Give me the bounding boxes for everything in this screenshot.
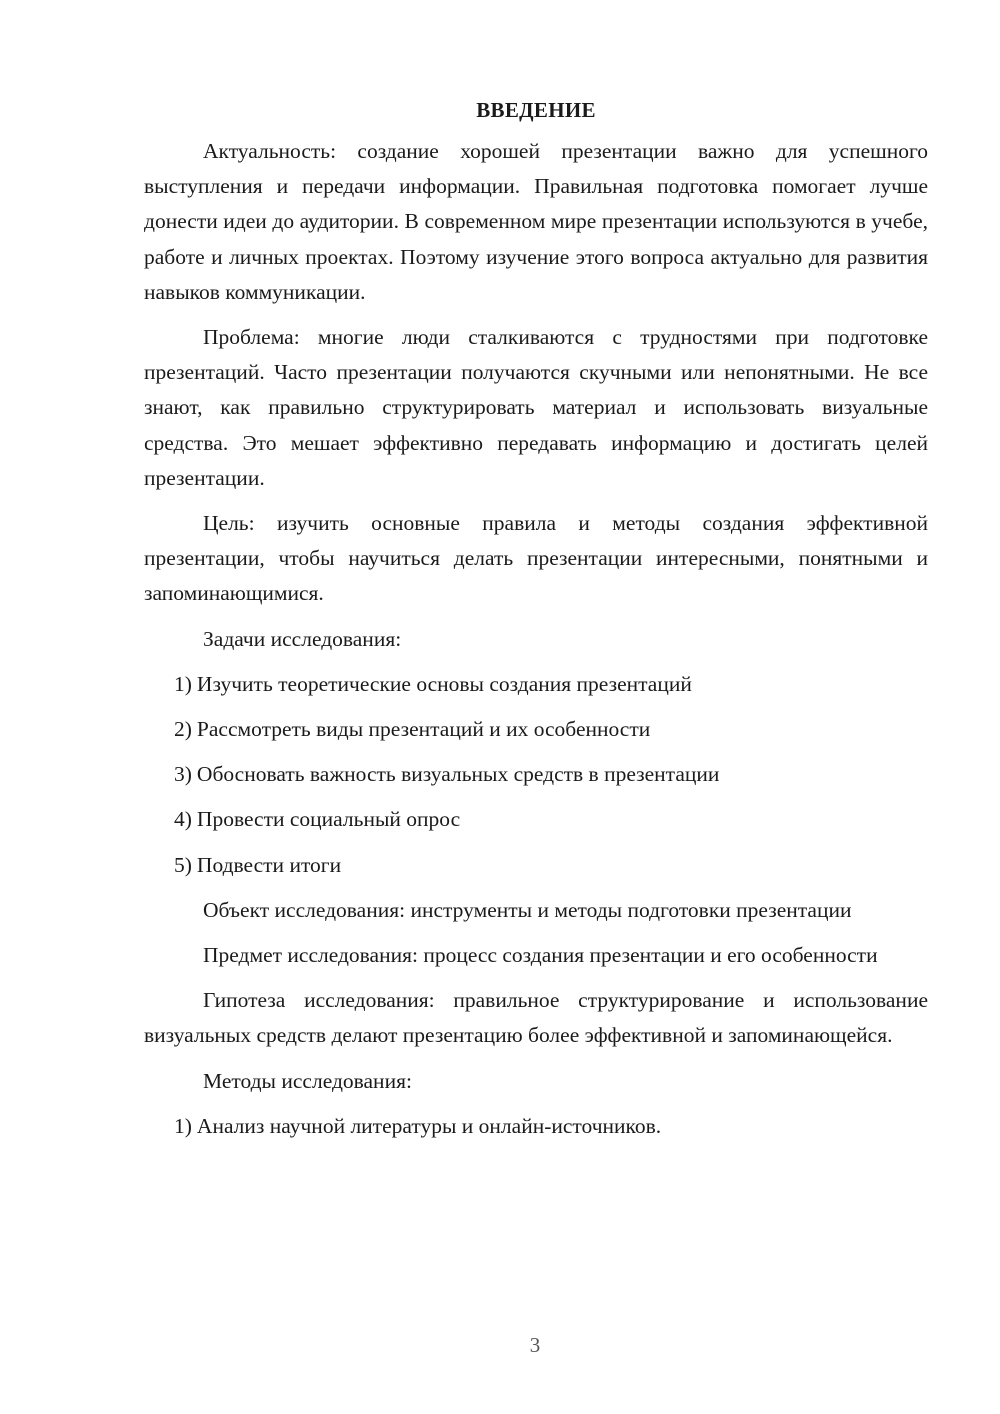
section-title: ВВЕДЕНИЕ bbox=[476, 98, 596, 122]
list-item-number: 1) bbox=[174, 671, 192, 696]
list-item-text: Изучить теоретические основы создания презентаций bbox=[196, 671, 692, 696]
list-item-number: 1) bbox=[174, 1113, 192, 1138]
list-item bbox=[144, 802, 928, 837]
list-item-text: Обосновать важность визуальных средств в презентации bbox=[196, 762, 720, 787]
list-item bbox=[144, 848, 928, 883]
methods-list bbox=[144, 1109, 928, 1144]
list-item bbox=[144, 712, 928, 747]
list-item-number: 2) bbox=[174, 717, 192, 742]
page-number: 3 bbox=[529, 1333, 541, 1357]
relevance-paragraph: Актуальность: создание хорошей презентации важно для успешного выступления и передачи информации. Правильная подготовка помогает лучше донести идеи до аудитории. В современном мире презентации используются в учебе, работе и личных проектах. Поэтому изучение этого вопроса актуально для развития навыков коммуникации. bbox=[144, 139, 928, 304]
list-item bbox=[144, 757, 928, 792]
tasks-heading: Задачи исследования: bbox=[203, 626, 402, 651]
document-page bbox=[144, 95, 928, 1154]
list-item bbox=[144, 1109, 928, 1144]
list-item-text: Провести социальный опрос bbox=[196, 807, 461, 832]
hypothesis-paragraph: Гипотеза исследования: правильное структурирование и использование визуальных средств делают презентацию более эффективной и запоминающейся. bbox=[144, 988, 928, 1048]
list-item bbox=[144, 667, 928, 702]
problem-paragraph: Проблема: многие люди сталкиваются с трудностями при подготовке презентаций. Часто презентации получаются скучными или непонятными. Не все знают, как правильно структурировать материал и использовать визуальные средства. Это мешает эффективно передавать информацию и достигать целей презентации. bbox=[144, 325, 928, 490]
object-paragraph: Объект исследования: инструменты и методы подготовки презентации bbox=[203, 897, 852, 922]
list-item-text: Анализ научной литературы и онлайн-источников. bbox=[196, 1113, 662, 1138]
list-item-number: 5) bbox=[174, 852, 192, 877]
list-item-number: 4) bbox=[174, 807, 192, 832]
list-item-text: Подвести итоги bbox=[196, 852, 342, 877]
subject-paragraph: Предмет исследования: процесс создания презентации и его особенности bbox=[203, 943, 878, 968]
list-item-text: Рассмотреть виды презентаций и их особенности bbox=[196, 717, 651, 742]
tasks-list bbox=[144, 667, 928, 883]
list-item-number: 3) bbox=[174, 762, 192, 787]
goal-paragraph: Цель: изучить основные правила и методы создания эффективной презентации, чтобы научиться делать презентации интересными, понятными и запоминающимися. bbox=[144, 511, 928, 606]
methods-heading: Методы исследования: bbox=[203, 1068, 412, 1093]
